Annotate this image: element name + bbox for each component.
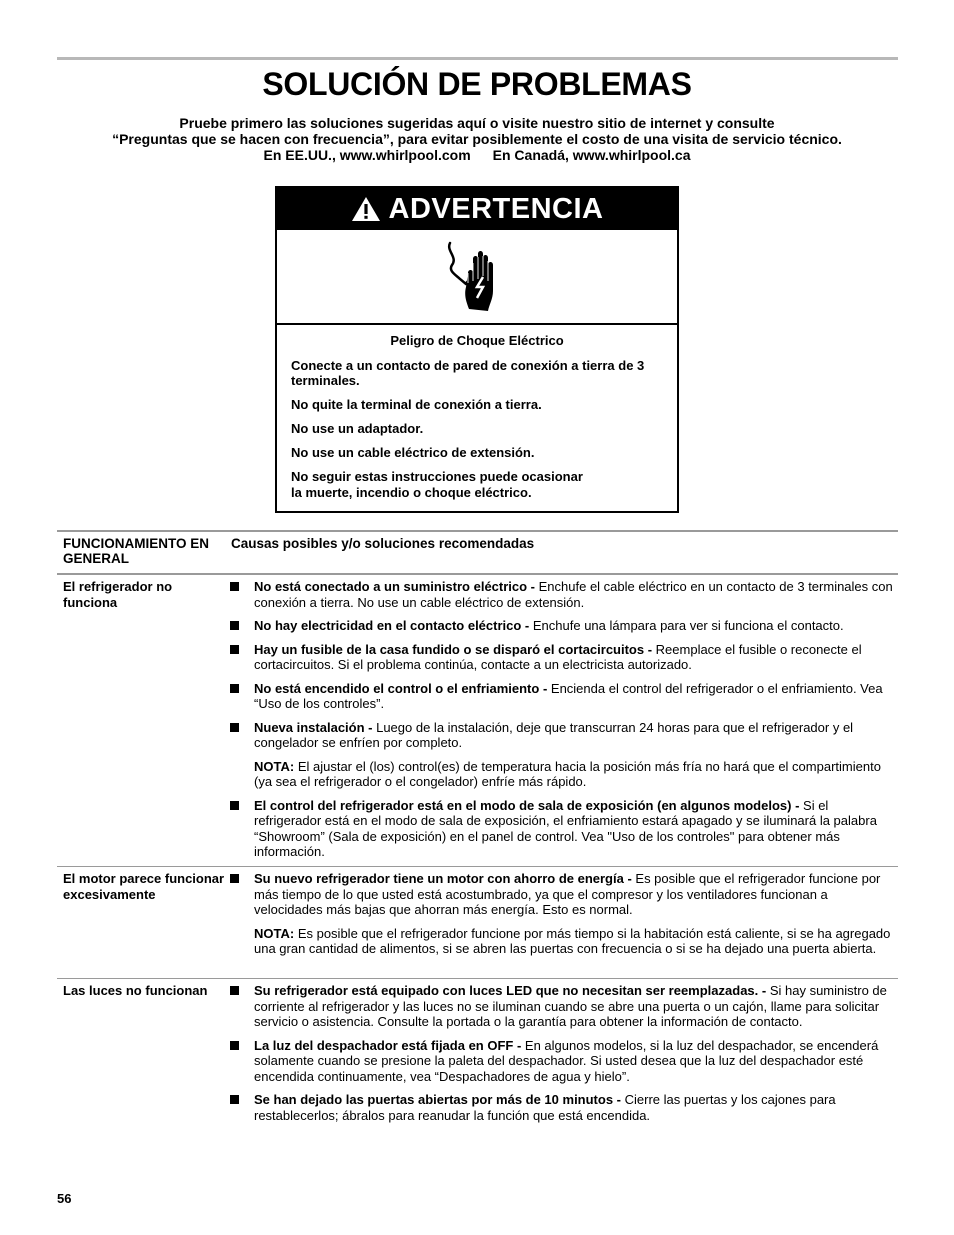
warning-box — [275, 186, 679, 513]
website-canada: En Canadá, www.whirlpool.ca — [492, 147, 691, 163]
warning-line-4: No use un cable eléctrico de extensión. — [291, 445, 535, 460]
bullet-icon — [230, 684, 239, 693]
list-item: No hay electricidad en el contacto eléctrico - Enchufe una lámpara para ver si funciona el contacto. — [229, 618, 895, 634]
list-item: No está conectado a un suministro eléctrico - Enchufe el cable eléctrico en un contacto de 3 terminales con conexión a tierra. No use un cable eléctrico de extensión. — [229, 579, 895, 610]
bullet-icon — [230, 1041, 239, 1050]
row-label-refrigerator-not-working: El refrigerador no funciona — [63, 579, 173, 610]
website-us: En EE.UU., www.whirlpool.com — [263, 147, 471, 163]
warning-final-line — [291, 469, 663, 500]
row-solutions — [229, 579, 895, 868]
warning-header — [277, 188, 677, 230]
note: NOTA: Es posible que el refrigerador funcione por más tiempo si la habitación está caliente, si se ha agregado una gran cantidad de alimentos, si se abren las puertas con frecuencia o si se ha dejado una puerta abierta. — [254, 925, 891, 956]
row-divider — [57, 978, 898, 979]
warning-header-label: ADVERTENCIA — [388, 192, 604, 225]
bullet-icon — [230, 874, 239, 883]
warning-final-line-1: No seguir estas instrucciones puede ocasionar — [291, 469, 583, 484]
bullet-icon — [230, 723, 239, 732]
bullet-icon — [230, 986, 239, 995]
note: NOTA: El ajustar el (los) control(es) de temperatura hacia la posición más fría no hará que el compartimiento (ya sea el refrigerador o el congelador) enfríe más rápido. — [254, 758, 881, 789]
bullet-icon — [230, 621, 239, 630]
list-item: Su refrigerador está equipado con luces LED que no necesitan ser reemplazadas. - Si hay suministro de corriente al refrigerador y las luces no se iluminan cuando se abre una puerta o un cajón, llame para solicitar servicio o asistencia. Consulte la portada o la garantía para obtener la información de contacto. — [229, 983, 895, 1030]
page-title: SOLUCIÓN DE PROBLEMAS — [262, 66, 692, 102]
row-label-motor-running-excessively: El motor parece funcionar excesivamente — [63, 871, 225, 902]
warning-final-line-2: la muerte, incendio o choque eléctrico. — [291, 484, 532, 500]
warning-line-1: Conecte a un contacto de pared de conexión a tierra de 3 terminales. — [291, 357, 645, 388]
table-header-solutions: Causas posibles y/o soluciones recomendadas — [231, 536, 535, 551]
list-item: Su nuevo refrigerador tiene un motor con ahorro de energía - Es posible que el refrigerador funcione por más tiempo de lo que usted está acostumbrado, ya que el compresor y los ventiladores funcionan a velocidades más bajas que ahorran más energía. Esto es normal. — [229, 871, 895, 918]
electric-shock-hand-icon — [444, 239, 510, 315]
list-item: No está encendido el control o el enfriamiento - Encienda el control del refrigerador o el enfriamiento. Vea “Uso de los controles”. — [229, 681, 895, 712]
list-item: Se han dejado las puertas abiertas por más de 10 minutos - Cierre las puertas y los cajones para restablecerlos; ábralos para reanudar la función que está encendida. — [229, 1092, 895, 1123]
list-item: Nueva instalación - Luego de la instalación, deje que transcurran 24 horas para que el refrigerador y el congelador se enfríen por completo. — [229, 720, 895, 751]
list-item: Hay un fusible de la casa fundido o se disparó el cortacircuitos - Reemplace el fusible o reconecte el cortacircuitos. Si el problema continúa, contacte a un electricista autorizado. — [229, 642, 895, 673]
intro-line-1: Pruebe primero las soluciones sugeridas aquí o visite nuestro sitio de internet y consulte — [179, 115, 775, 131]
table-header-rule — [57, 573, 898, 575]
warning-line-3: No use un adaptador. — [291, 421, 424, 436]
row-divider — [57, 866, 898, 867]
bullet-icon — [230, 801, 239, 810]
list-item: La luz del despachador está fijada en OFF - En algunos modelos, si la luz del despachador, se encenderá solamente cuando se presione la paleta del despachador. Si usted desea que la luz del despachador esté encendida continuamente, vea “Despachadores de agua y hielo”. — [229, 1038, 895, 1085]
intro-websites — [40, 147, 914, 163]
row-solutions — [229, 983, 895, 1131]
row-solutions — [229, 871, 895, 965]
warning-triangle-icon — [351, 196, 381, 222]
bullet-icon — [230, 645, 239, 654]
bullet-icon — [230, 1095, 239, 1104]
warning-line-2: No quite la terminal de conexión a tierra. — [291, 397, 542, 412]
page-number: 56 — [57, 1191, 72, 1206]
warning-text — [277, 325, 677, 500]
warning-icon-area — [277, 230, 677, 325]
row-label-lights-not-working: Las luces no funcionan — [63, 983, 208, 998]
intro-line-2: “Preguntas que se hacen con frecuencia”, para evitar posiblemente el costo de una visita de servicio técnico. — [112, 131, 842, 147]
top-rule — [57, 57, 898, 60]
hazard-title: Peligro de Choque Eléctrico — [390, 333, 564, 348]
bullet-icon — [230, 582, 239, 591]
intro-text — [40, 115, 914, 163]
table-top-rule — [57, 530, 898, 532]
list-item: El control del refrigerador está en el modo de sala de exposición (en algunos modelos) - Si el refrigerador está en el modo de sala de exposición, el enfriamiento estará apagado y se iluminará la palabra “Showroom” (Sala de exposición) en el panel de control. Vea "Uso de los controles" para obtener más información. — [229, 798, 895, 860]
table-header-category: FUNCIONAMIENTO EN GENERAL — [63, 536, 210, 566]
